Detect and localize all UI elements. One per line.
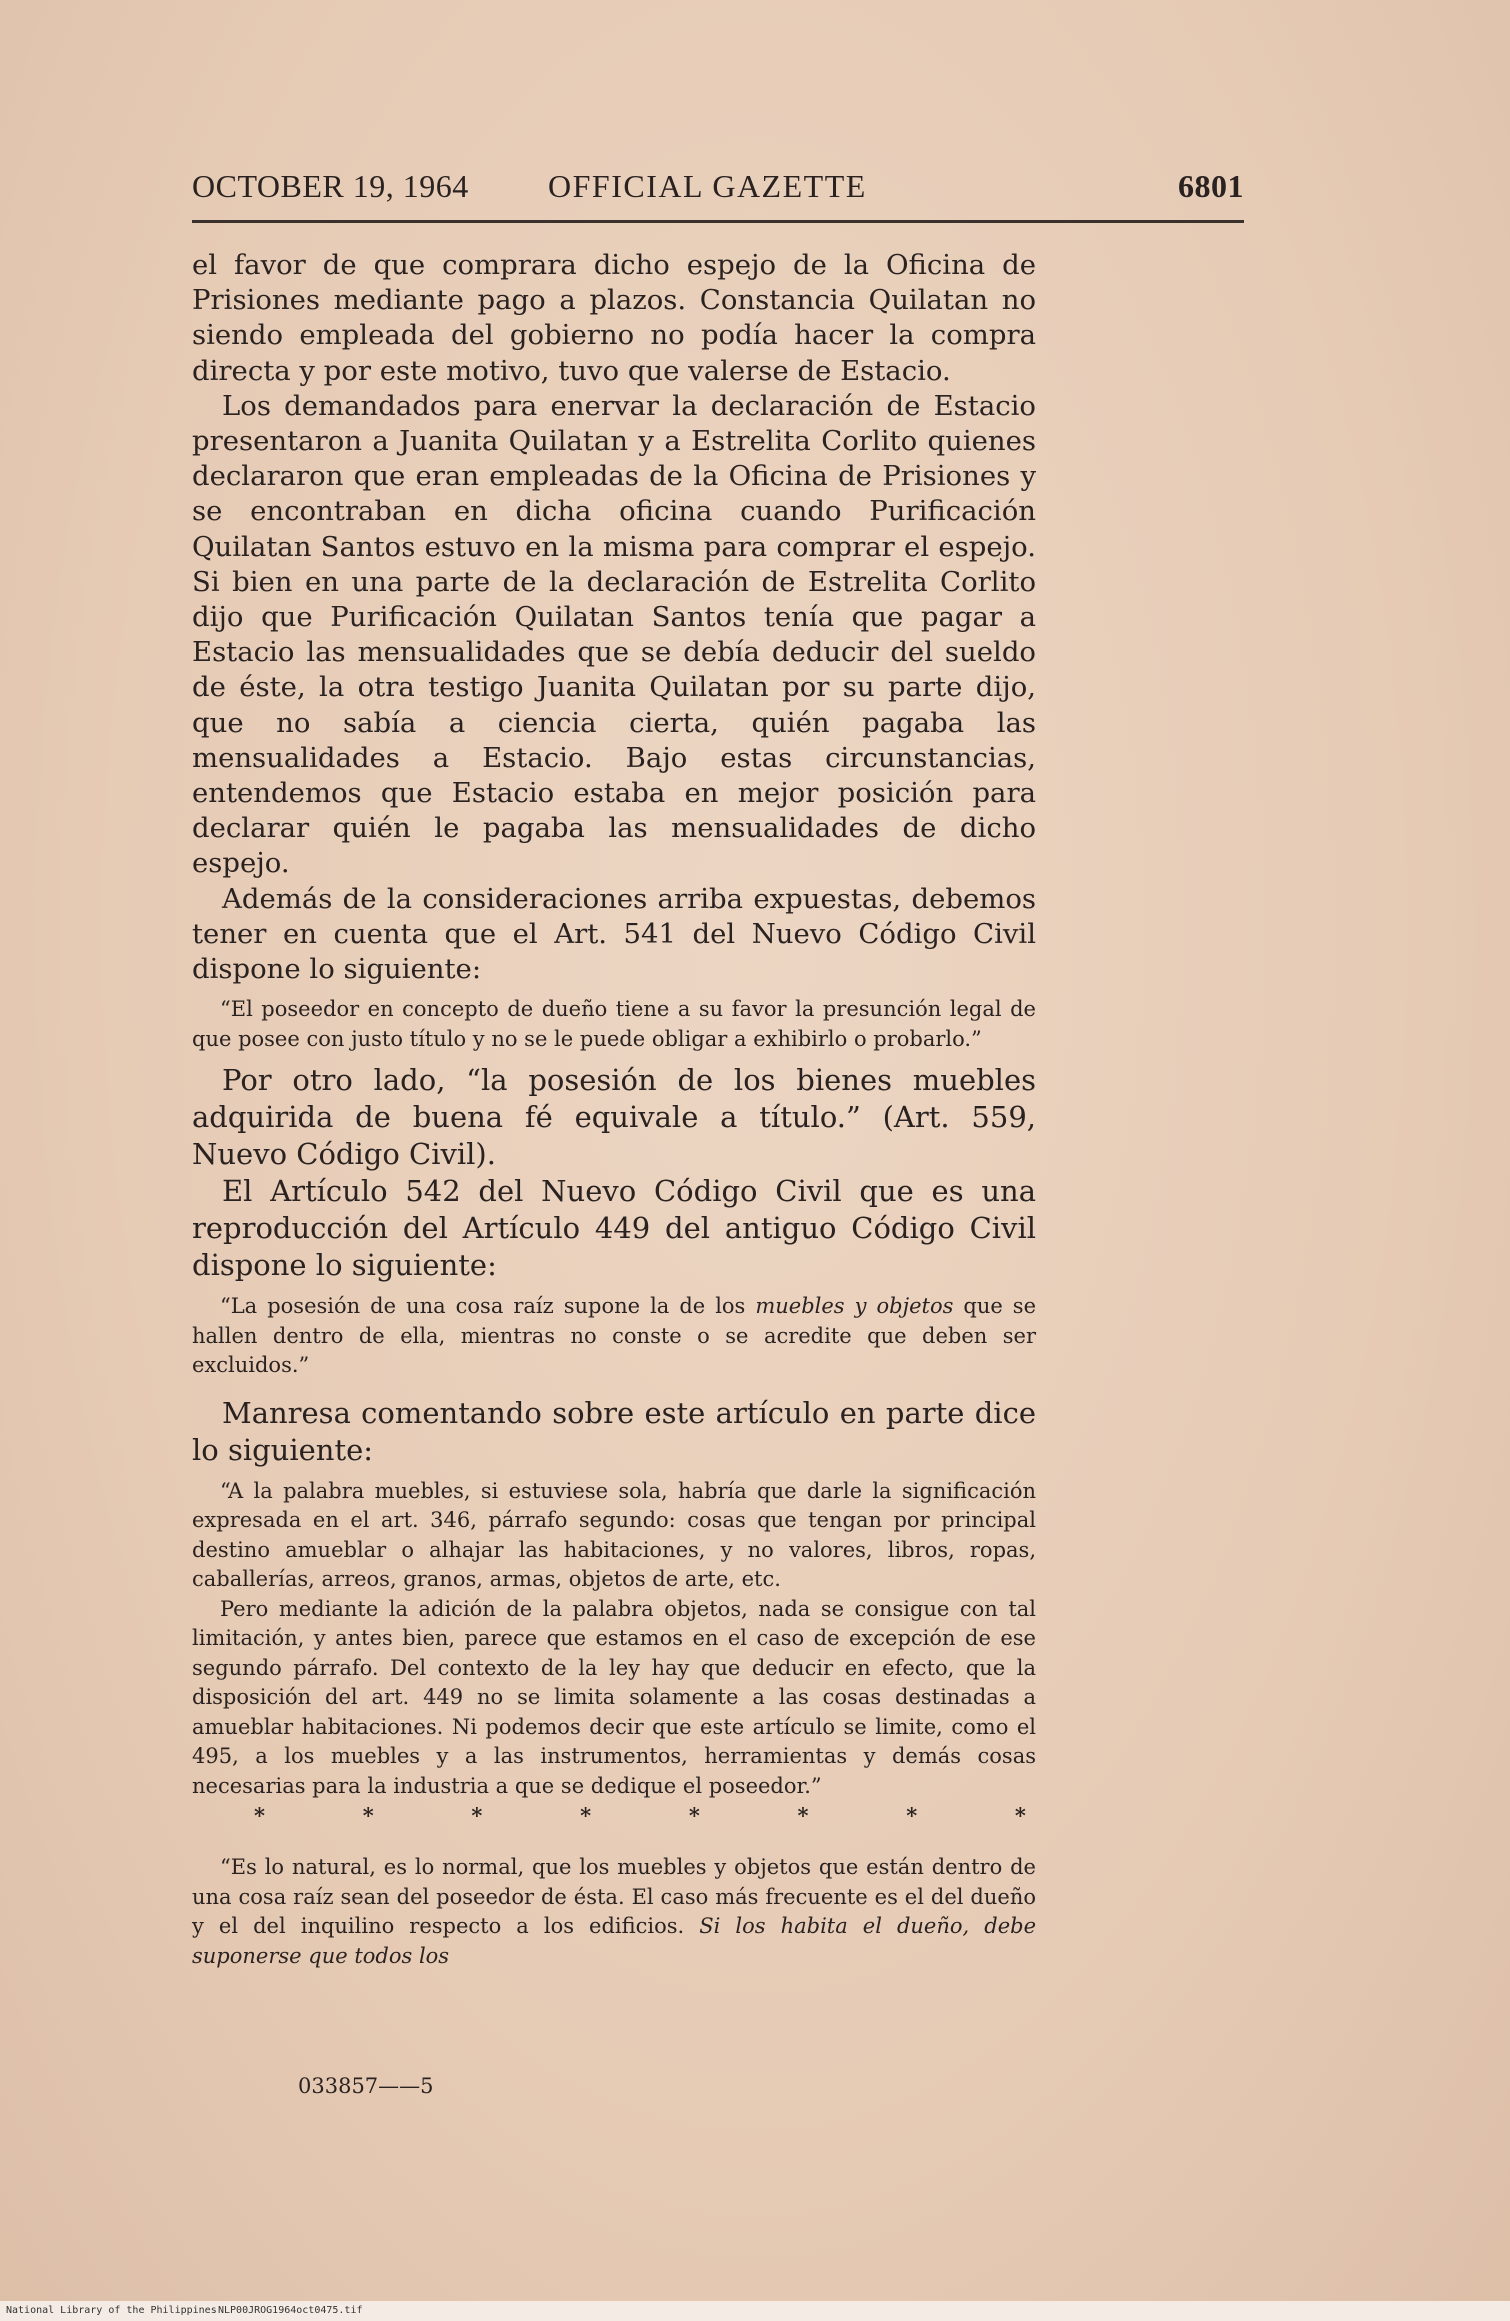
asterisk: * [906, 1803, 918, 1829]
quote-art-542-part-b: que se hallen dentro de ella, mientras no conste o se acredite que deben ser excluidos.” [192, 1294, 1037, 1378]
page-header [192, 168, 1244, 212]
quote-manresa-2: Pero mediante la adición de la palabra objetos, nada se consigue con tal limitación, y antes bien, parece que estamos en el caso de excepción de ese segundo párrafo. Del contexto de la ley hay que deducir en efecto, que la disposición del art. 449 no se limita solamente a las cosas destinadas a amueblar habitaciones. Ni podemos decir que este artículo se limite, como el 495, a los muebles y a las instrumentos, herramientas y demás cosas necesarias para la industria a que se dedique el poseedor.” [192, 1596, 1036, 1798]
scan-filename: NLP00JROG1964oct0475.tif [218, 2305, 363, 2316]
paragraph-6: Manresa comentando sobre este artículo en parte dice lo siguiente: [192, 1395, 1036, 1467]
asterisk: * [580, 1803, 592, 1829]
quote-art-542-part-a: “La posesión de una cosa raíz supone la de los [220, 1294, 756, 1319]
quote-art-542 [192, 1292, 1036, 1381]
header-page-number: 6801 [1178, 168, 1244, 204]
quote-manresa-3-text: “Es lo natural, es lo normal, que los muebles y objetos que están dentro de una cosa raíz sean del poseedor de ésta. El caso más frecuente es el del dueño y el del inquilino respecto a los edificios. [192, 1855, 1036, 1939]
quote-manresa-3-emphasis: Si los habita el dueño, debe suponerse que todos los [192, 1914, 1036, 1968]
print-code: 033857——5 [298, 2074, 434, 2098]
body-text [192, 248, 1036, 1971]
library-credit: National Library of the Philippines [6, 2305, 217, 2316]
paragraph-1: el favor de que comprara dicho espejo de la Oficina de Prisiones mediante pago a plazos. Constancia Quilatan no siendo empleada del gobierno no podía hacer la compra directa y por este motivo, tuvo que valerse de Estacio. [192, 249, 1036, 387]
paragraph-4: Por otro lado, “la posesión de los bienes muebles adquirida de buena fé equivale a título.” (Art. 559, Nuevo Código Civil). [192, 1063, 1036, 1172]
header-date: OCTOBER 19, 1964 [192, 168, 469, 204]
header-title: OFFICIAL GAZETTE [548, 168, 867, 204]
asterisk-separator [192, 1801, 1036, 1831]
asterisk: * [797, 1803, 809, 1829]
asterisk: * [471, 1803, 483, 1829]
asterisk: * [362, 1803, 374, 1829]
quote-art-542-emphasis: muebles y objetos [755, 1294, 954, 1319]
paragraph-5: El Artículo 542 del Nuevo Código Civil que es una reproducción del Artículo 449 del antiguo Código Civil dispone lo siguiente: [192, 1174, 1036, 1283]
paragraph-2: Los demandados para enervar la declaración de Estacio presentaron a Juanita Quilatan y a Estrelita Corlito quienes declararon que eran empleadas de la Oficina de Prisiones y se encontraban en dicha oficina cuando Purificación Quilatan Santos estuvo en la misma para comprar el espejo. Si bien en una parte de la declaración de Estrelita Corlito dijo que Purificación Quilatan Santos tenía que pagar a Estacio las mensualidades que se debía deducir del sueldo de éste, la otra testigo Juanita Quilatan por su parte dijo, que no sabía a ciencia cierta, quién pagaba las mensualidades a Estacio. Bajo estas circunstancias, entendemos que Estacio estaba en mejor posición para declarar quién le pagaba las mensualidades de dicho espejo. [192, 389, 1036, 880]
scan-footer [0, 2301, 1510, 2321]
paragraph-3: Además de la consideraciones arriba expuestas, debemos tener en cuenta que el Art. 541 del Nuevo Código Civil dispone lo siguiente: [192, 882, 1036, 986]
quote-manresa-1: “A la palabra muebles, si estuviese sola, habría que darle la significación expresada en el art. 346, párrafo segundo: cosas que tengan por principal destino amueblar o alhajar las habitaciones, y no valores, libros, ropas, caballerías, arreos, granos, armas, objetos de arte, etc. [192, 1478, 1036, 1592]
asterisk: * [254, 1803, 265, 1829]
quote-manresa-3 [192, 1853, 1036, 1971]
quote-art-541: “El poseedor en concepto de dueño tiene a su favor la presunción legal de que posee con justo título y no se le puede obligar a exhibirlo o probarlo.” [192, 997, 1036, 1051]
header-rule [192, 220, 1244, 223]
asterisk: * [688, 1803, 700, 1829]
asterisk: * [1014, 1803, 1026, 1829]
